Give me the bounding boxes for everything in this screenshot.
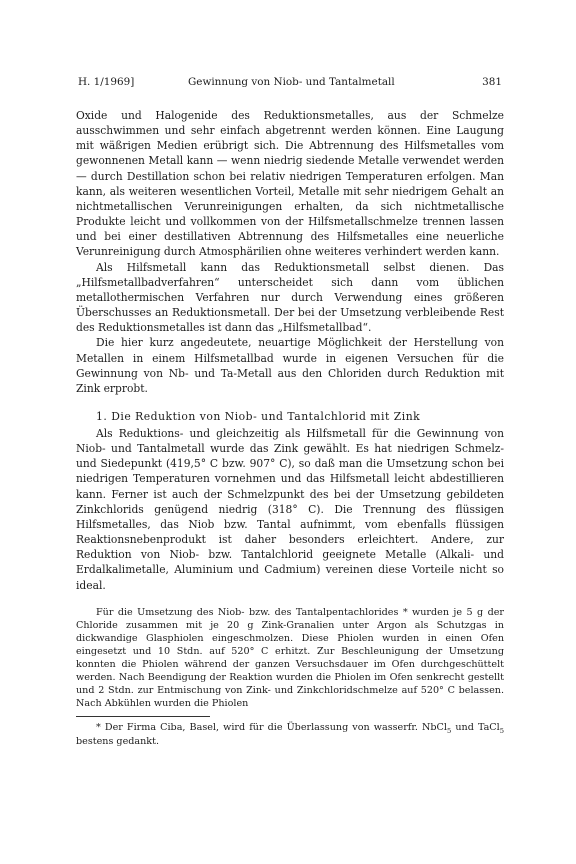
experimental-text [76,606,504,711]
page-number: 381 [482,76,502,88]
journal-issue: H. 1/1969] [78,76,135,88]
paragraph-3: Die hier kurz angedeutete, neuartige Möglichkeit der Herstellung von Metallen in einem Hilfsmetallbad wurde in eigenen Versuchen für die Gewinnung von Nb- und Ta-Metall aus den Chloriden durch Reduktion mit Zink erprobt. [76,336,504,395]
footnote-text-2: und TaCl [451,722,500,734]
running-title: Gewinnung von Niob- und Tantalmetall [188,76,395,88]
footnote-subscript-2: 5 [499,727,505,736]
running-header [76,76,504,92]
main-text [76,108,504,593]
paragraph-1: Oxide und Halogenide des Reduktionsmetalles, aus der Schmelze ausschwimmen und sehr einfach abgetrennt werden können. Eine Laugung mit wäßrigen Medien erübrigt sich. Die Abtrennung des Hilfsmetalles vom gewonnenen Metall kann — wenn niedrig siedende Metalle verwendet werden — durch Destillation schon bei relativ niedrigen Temperaturen erfolgen. Man kann, als weiteren wesentlichen Vorteil, Metalle mit sehr niedrigem Gehalt an nichtmetallischen Verunreinigungen erhalten, da sich nichtmetallische Produkte leicht und vollkommen von der Hilfsmetallschmelze trennen lassen und bei einer destillativen Abtrennung des Hilfsmetalles eine neuerliche Verunreinigung durch Atmosphärilien ohne weiteres verhindert werden kann. [76,109,504,259]
section-heading: 1. Die Reduktion von Niob- und Tantalchlorid mit Zink [96,409,421,423]
document-page [76,76,504,748]
footnote-text-1: * Der Firma Ciba, Basel, wird für die Überlassung von wasserfr. NbCl [96,722,447,734]
experimental-paragraph: Für die Umsetzung des Niob- bzw. des Tantalpentachlorides * wurden je 5 g der Chloride zusammen mit je 20 g Zink-Granalien unter Argon als Schutzgas in dickwandige Glasphiolen eingeschmolzen. Diese Phiolen wurden in einen Ofen eingesetzt und 10 Stdn. auf 520° C erhitzt. Zur Beschleunigung der Umsetzung konnten die Phiolen während der ganzen Versuchsdauer im Ofen durchgeschüttelt werden. Nach Beendigung der Reaktion wurden die Phiolen im Ofen senkrecht gestellt und 2 Stdn. zur Entmischung von Zink- und Zinkchloridschmelze auf 520° C belassen. Nach Abkühlen wurden die Phiolen [76,606,504,710]
section-paragraph: Als Reduktions- und gleichzeitig als Hilfsmetall für die Gewinnung von Niob- und Tantalmetall wurde das Zink gewählt. Es hat niedrigen Schmelz- und Siedepunkt (419,5° C bzw. 907° C), so daß man die Umsetzung schon bei niedrigen Temperaturen vornehmen und das Hilfsmetall leicht abdestillieren kann. Ferner ist auch der Schmelzpunkt des bei der Umsetzung gebildeten Zinkchlorids genügend niedrig (318° C). Die Trennung des flüssigen Hilfsmetalles, das Niob bzw. Tantal aufnimmt, vom ebenfalls flüssigen Reaktionsnebenprodukt ist daher besonders erleichtert. Andere, zur Reduktion von Niob- bzw. Tantalchlorid geeignete Metalle (Alkali- und Erdalkalimetalle, Aluminium und Cadmium) vereinen diese Vorteile nicht so ideal. [76,426,504,592]
footnote-divider [76,716,210,717]
footnote [76,721,504,747]
paragraph-2: Als Hilfsmetall kann das Reduktionsmetall selbst dienen. Das „Hilfsmetallbadverfahren“ unterscheidet sich dann vom üblichen metallothermischen Verfahren nur durch Verwendung eines größeren Überschusses an Reduktionsmetall. Der bei der Umsetzung verbleibende Rest des Reduktionsmetalles ist dann das „Hilfsmetallbad“. [76,260,504,335]
footnote-text-3: bestens gedankt. [76,735,160,747]
footnote-subscript-1: 5 [446,727,452,736]
